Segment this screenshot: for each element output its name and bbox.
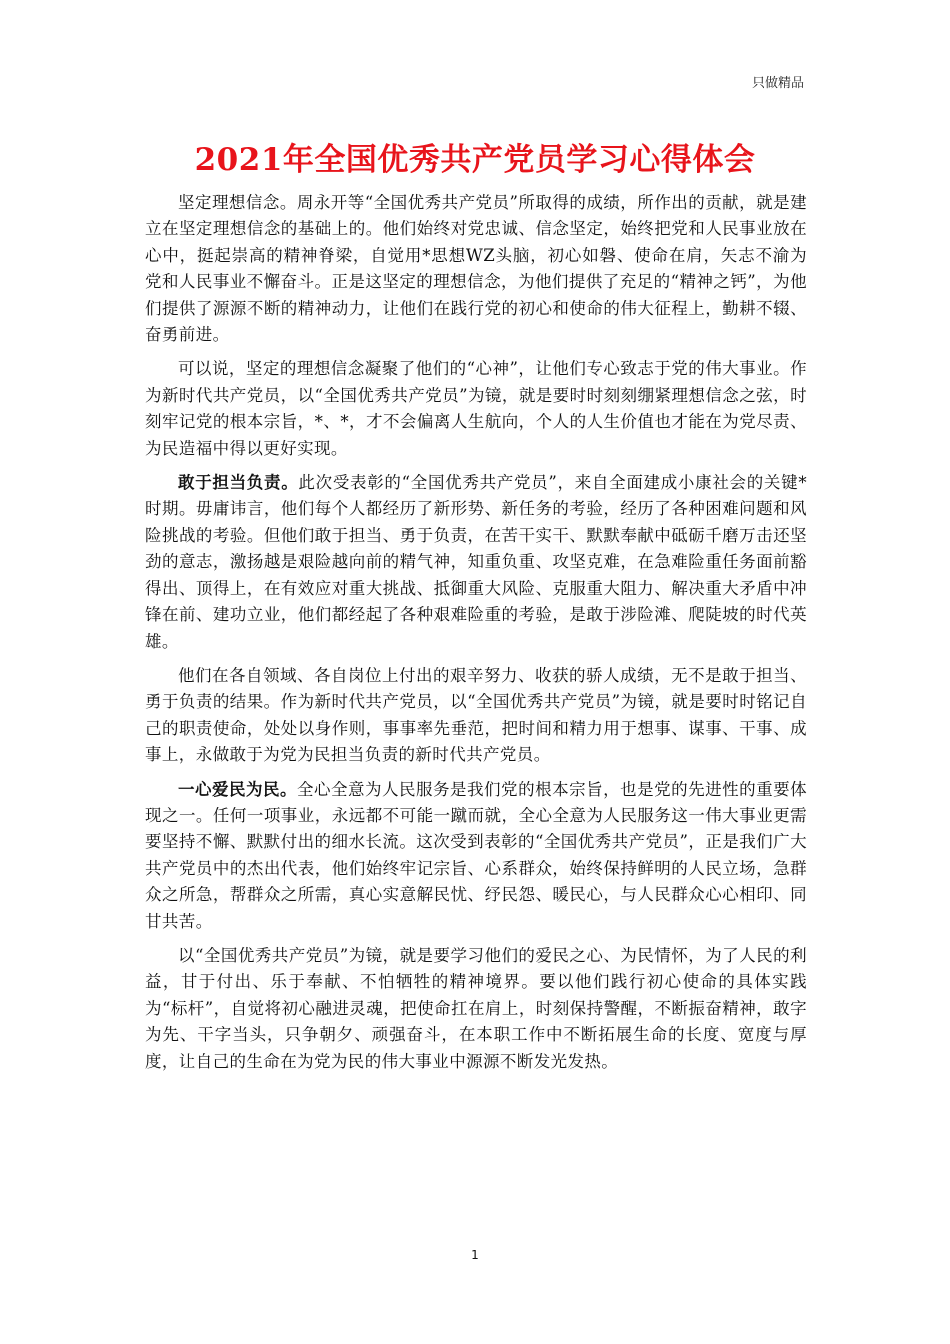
- page-number: 1: [471, 1248, 479, 1262]
- paragraph-1: [145, 190, 807, 348]
- paragraph-3: [145, 470, 807, 655]
- paragraph-6: [145, 943, 807, 1075]
- paragraph-5: [145, 777, 807, 935]
- paragraph-4: [145, 663, 807, 769]
- section-heading: 一心爱民为民。: [178, 779, 298, 799]
- paragraph-text: 他们在各自领域、各自岗位上付出的艰辛努力、收获的骄人成绩，无不是敢于担当、勇于负责的结果。作为新时代共产党员，以“全国优秀共产党员”为镜，就是要时时铭记自己的职责使命，处处以身作则，事事率先垂范，把时间和精力用于想事、谋事、干事、成事上，永做敢于为党为民担当负责的新时代共产党员。: [145, 665, 807, 765]
- paragraph-text: 此次受表彰的“全国优秀共产党员”，来自全面建成小康社会的关键*时期。毋庸讳言，他们每个人都经历了新形势、新任务的考验，经历了各种困难问题和风险挑战的考验。但他们敢于担当、勇于负责，在苦干实干、默默奉献中砥砺千磨万击还坚劲的意志，激扬越是艰险越向前的精气神，知重负重、攻坚克难，在急难险重任务面前豁得出、顶得上，在有效应对重大挑战、抵御重大风险、克服重大阻力、解决重大矛盾中冲锋在前、建功立业，他们都经起了各种艰难险重的考验，是敢于涉险滩、爬陡坡的时代英雄。: [145, 473, 807, 651]
- paragraph-text: 可以说，坚定的理想信念凝聚了他们的“心神”，让他们专心致志于党的伟大事业。作为新时代共产党员，以“全国优秀共产党员”为镜，就是要时时刻刻绷紧理想信念之弦，时刻牢记党的根本宗旨，*、*，才不会偏离人生航向，个人的人生价值也才能在为党尽责、为民造福中得以更好实现。: [145, 359, 807, 458]
- paragraph-text: 以“全国优秀共产党员”为镜，就是要学习他们的爱民之心、为民情怀，为了人民的利益，甘于付出、乐于奉献、不怕牺牲的精神境界。要以他们践行初心使命的具体实践为“标杆”，自觉将初心融进灵魂，把使命扛在肩上，时刻保持警醒，不断振奋精神，敢字为先、干字当头，只争朝夕、顽强奋斗，在本职工作中不断拓展生命的长度、宽度与厚度，让自己的生命在为党为民的伟大事业中源源不断发光发热。: [145, 945, 807, 1071]
- document-title: 2021年全国优秀共产党员学习心得体会: [194, 142, 756, 178]
- section-heading: 敢于担当负责。: [178, 473, 299, 493]
- paragraph-2: [145, 356, 807, 462]
- paragraph-text: 坚定理想信念。周永开等“全国优秀共产党员”所取得的成绩，所作出的贡献，就是建立在坚定理想信念的基础上的。他们始终对党忠诚、信念坚定，始终把党和人民事业放在心中，挺起崇高的精神脊梁，自觉用*思想WZ头脑，初心如磐、使命在肩，矢志不渝为党和人民事业不懈奋斗。正是这坚定的理想信念，为他们提供了充足的“精神之钙”，为他们提供了源源不断的精神动力，让他们在践行党的初心和使命的伟大征程上，勤耕不辍、奋勇前进。: [145, 193, 807, 345]
- paragraph-text: 全心全意为人民服务是我们党的根本宗旨，也是党的先进性的重要体现之一。任何一项事业，永远都不可能一蹴而就，全心全意为人民服务这一伟大事业更需要坚持不懈、默默付出的细水长流。这次受到表彰的“全国优秀共产党员”，正是我们广大共产党员中的杰出代表，他们始终牢记宗旨、心系群众，始终保持鲜明的人民立场，急群众之所急，帮群众之所需，真心实意解民忧、纾民怨、暖民心，与人民群众心心相印、同甘共苦。: [145, 779, 808, 931]
- document-body: [145, 190, 807, 1083]
- header-mark: 只做精品: [751, 76, 804, 91]
